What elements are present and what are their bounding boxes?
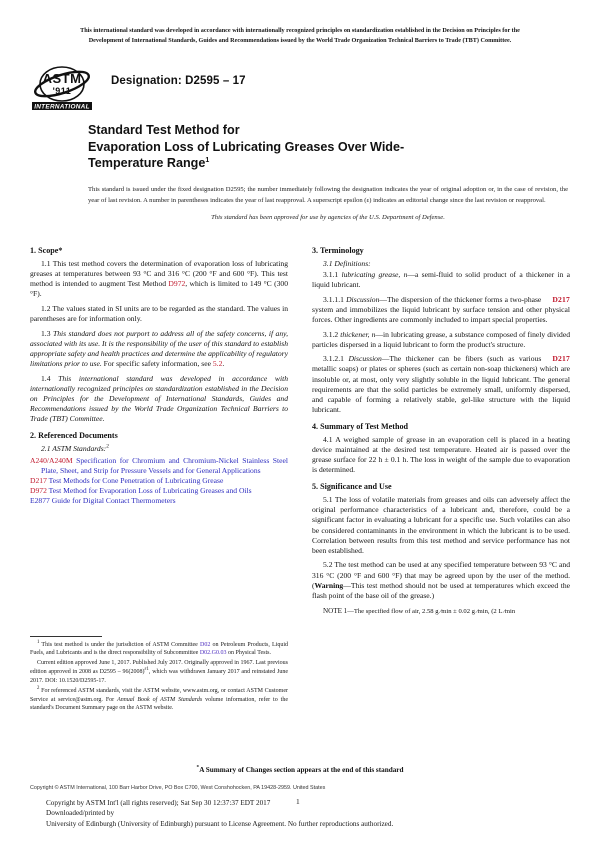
front-matter	[88, 185, 568, 224]
list-item[interactable]	[30, 476, 288, 486]
svg-text:ASTM: ASTM	[42, 71, 82, 86]
para-1-3-number: 1.3	[41, 328, 51, 338]
para-3-1-1-1-text: —The dispersion of the thickener forms a two-phase system and immobilizes the liquid lubricant by surface tension and other physical forces. Other ingredients are commonly included to impart special properties.	[312, 294, 570, 324]
para-5-1	[312, 495, 570, 556]
term-discussion-a: Discussion	[346, 294, 380, 304]
std-id-d972[interactable]: D972	[30, 485, 47, 495]
para-5-2-text-b: —This test method should not be used at temperatures which exceed the flash point of the base oil of the grease.)	[312, 580, 570, 600]
para-5-2-text-a: The test method can be used at any specified temperature between 93 °C and 316 °C (200 °F and 600 °F) that may be agreed upon by the user of the method. (	[312, 560, 570, 590]
para-1-3-text-a: This standard does not purport to address all of the safety concerns, if any, associated with its use. It is the responsibility of the user of this standard to establish appropriate safety and health practices and determine the applicability of regulatory limitations prior to use.	[30, 328, 289, 368]
copyright-line: Copyright © ASTM International, 100 Barr Harbor Drive, PO Box C700, West Conshohocken, PA 19428-2959. United States	[30, 785, 326, 791]
svg-text:'911: '911	[52, 86, 72, 96]
footnote-2-book-title: Annual Book of ASTM Standards	[117, 696, 203, 703]
footnote-1-epsilon: ε1	[144, 667, 149, 673]
para-3-1-2-1-text: —The thickener can be fibers (such as various metallic soaps) or plates or spheres (such as certain non-soap thickeners) which are insoluble or, at most, only very slightly soluble in the liquid lubricant. The general requirements are that the solid particles be extremely small, uniformly dispersed, and capable of forming a relatively stable, gel-like structure with the liquid lubricant.	[312, 354, 570, 414]
astm-standards-number: 2.1	[41, 443, 51, 453]
definitions-number: 3.1	[323, 258, 333, 268]
para-5-2	[312, 560, 570, 601]
download-info	[46, 798, 566, 829]
para-4-1-number: 4.1	[323, 434, 333, 444]
list-item[interactable]	[30, 456, 288, 476]
download-line-3: University of Edinburgh (University of Edinburgh) pursuant to License Agreement. No further reproductions authorized.	[46, 819, 394, 828]
page-title	[88, 122, 558, 172]
para-4-1	[312, 435, 570, 476]
std-id-a240[interactable]: A240/A240M	[30, 455, 73, 465]
para-5-1-number: 5.1	[323, 495, 333, 505]
para-1-2	[30, 304, 288, 324]
para-1-1-text-b: , which is limited to 149 °C (300 °F).	[30, 279, 288, 299]
term-discussion-b: Discussion	[348, 354, 382, 364]
heading-summary-of-test-method: 4. Summary of Test Method	[312, 422, 409, 432]
para-1-1-text-a: This test method covers the determination of evaporation loss of lubricating greases at temperatures between 93 °C and 316 °C (200 °F and 600 °F). This test method is intended to augment Test Method	[30, 258, 288, 289]
para-3-1-2-text: —in lubricating grease, a substance composed of finely divided particles dispersed in a liquid lubricant to form the product's structure.	[312, 329, 570, 349]
title-line-3: Temperature Range	[88, 156, 206, 171]
astm-logo-icon	[31, 63, 93, 111]
title-line-1: Standard Test Method for	[88, 123, 240, 137]
source-tag-d217-b: D217	[552, 354, 570, 364]
astm-standards-title: ASTM Standards:	[52, 443, 107, 453]
footnote-rule	[30, 636, 102, 637]
warning-label: Warning	[314, 580, 344, 590]
note-1-text: —The specified flow of air, 2.58 g ⁄min ± 0.02 g ⁄min, (2 L ⁄min	[347, 607, 516, 615]
heading-significance-and-use: 5. Significance and Use	[312, 482, 392, 492]
para-4-1-text: A weighed sample of grease in an evaporation cell is placed in a heating device maintained at the desired test temperature. Heated air is passed over the grease surface for 22 h ± 0.1 h. The loss in weight of the sample due to evaporation is determined.	[312, 434, 571, 475]
tbt-banner	[30, 26, 570, 45]
download-line-1: Copyright by ASTM Int'l (all rights reserved); Sat Sep 30 12:37:37 EDT 2017	[46, 799, 271, 807]
ref-link-d02[interactable]: D02	[199, 641, 211, 648]
std-text-a240: Specification for Chromium and Chromium-Nickel Stainless Steel Plate, Sheet, and Strip for Pressure Vessels and for General Applications	[41, 455, 288, 475]
heading-scope: 1. Scope*	[30, 246, 63, 255]
term-lubricating-grease: lubricating grease, n	[341, 269, 408, 279]
std-id-e2877[interactable]: E2877	[30, 496, 50, 506]
std-text-e2877: Guide for Digital Contact Thermometers	[49, 496, 176, 506]
masthead	[31, 63, 571, 113]
note-1-label: NOTE 1	[323, 606, 348, 615]
std-id-d217[interactable]: D217	[30, 475, 47, 485]
heading-referenced-documents: 2. Referenced Documents	[30, 431, 118, 441]
summary-marker: *	[196, 764, 200, 771]
list-item[interactable]	[30, 486, 288, 496]
referenced-standards-list	[30, 456, 288, 507]
ref-link-d972[interactable]: D972	[168, 279, 186, 289]
para-3-1-1-1-number: 3.1.1.1	[323, 294, 344, 304]
para-1-3	[30, 329, 288, 370]
para-1-1-number: 1.1	[41, 258, 51, 268]
summary-of-changes-note	[30, 766, 570, 774]
definitions-label	[312, 259, 570, 269]
heading-terminology: 3. Terminology	[312, 246, 364, 255]
svg-text:INTERNATIONAL: INTERNATIONAL	[34, 103, 90, 111]
term-thickener: thickener, n	[340, 329, 376, 339]
para-3-1-1-1	[312, 295, 570, 325]
title-footnote-marker: 1	[205, 157, 210, 165]
para-1-4	[30, 374, 288, 425]
footnote-1-edition-text-b: , which was withdrawn January 2017 and reinstated June 2017. DOI: 10.1520/D2595-17.	[30, 669, 288, 684]
source-tag-d217-a: D217	[552, 294, 570, 304]
column-right	[312, 246, 570, 616]
page-number: 1	[296, 797, 300, 806]
para-5-1-text: The loss of volatile materials from greases and oils can adversely affect the original performance characteristics of a lubricant and, therefore, could be a significant factor in evaluating a lubricant for a specific use. Such volatiles can also be considered contaminants in the environment in which the lubricant is to be used. Correlation between results from this test method and service performance has not been established.	[312, 495, 570, 555]
tbt-banner-line1: This international standard was developed in accordance with internationally recognized principles on standardization established in the Decision on Principles for the	[80, 27, 520, 34]
para-3-1-1	[312, 270, 570, 290]
para-1-4-text: This international standard was developed in accordance with internationally recognized principles on standardization established in the Decision on Principles for the Development of International Standards, Guides and Recommendations issued by the World Trade Organization Technical Barriers to Trade (TBT) Committee.	[30, 373, 288, 424]
footnote-1-text-b: on Petroleum Products, Liquid Fuels, and Lubricants and is the direct responsibility of Subcommittee	[30, 641, 288, 657]
column-left	[30, 246, 288, 506]
note-1	[312, 606, 570, 616]
para-5-2-number: 5.2	[323, 560, 333, 570]
ref-link-5-2[interactable]: 5.2	[212, 358, 223, 368]
title-line-2: Evaporation Loss of Lubricating Greases Over Wide-	[88, 139, 405, 154]
ref-link-d02-g0-03[interactable]: D02.G0.03	[199, 650, 227, 657]
footnote-2	[30, 687, 288, 713]
std-text-d217: Test Methods for Cone Penetration of Lubricating Grease	[46, 475, 224, 485]
para-3-1-2-number: 3.1.2	[323, 329, 339, 339]
definitions-title: Definitions:	[334, 258, 371, 268]
footnote-1-text-c: on Physical Tests.	[226, 650, 271, 657]
designation: Designation: D2595 – 17	[111, 75, 246, 87]
list-item[interactable]	[30, 496, 288, 506]
para-1-2-text: The values stated in SI units are to be regarded as the standard. The values in parentheses are for information only.	[30, 303, 288, 323]
para-1-2-number: 1.2	[41, 303, 51, 313]
para-1-3-text-b: For specific safety information, see	[101, 358, 213, 368]
footnote-2-text-b: volume information, refer to the standard's Document Summary page on the ASTM website.	[30, 696, 288, 712]
footnotes	[30, 636, 288, 713]
para-3-1-2	[312, 330, 570, 350]
tbt-banner-line2: Development of International Standards, Guides and Recommendations issued by the World Trade Organization Technical Barriers to Trade (TBT) Committee.	[88, 36, 512, 44]
front-matter-paragraph: This standard is issued under the fixed designation D2595; the number immediately following the designation indicates the year of original adoption or, in the case of revision, the year of last revision. A number in parentheses indicates the year of last reapproval. A superscript epsilon (ε) indicates an editorial change since the last revision or reapproval.	[88, 186, 568, 204]
dod-approval-note: This standard has been approved for use by agencies of the U.S. Department of Defense.	[211, 214, 445, 222]
download-line-2: Downloaded/printed by	[46, 809, 115, 818]
para-3-1-1-number: 3.1.1	[323, 269, 339, 279]
para-1-1	[30, 259, 288, 300]
para-3-1-2-1	[312, 354, 570, 415]
summary-text: A Summary of Changes section appears at the end of this standard	[199, 766, 404, 774]
std-text-d972: Test Method for Evaporation Loss of Lubricating Greases and Oils	[46, 485, 252, 495]
footnote-2-text-a: For referenced ASTM standards, visit the ASTM website, www.astm.org, or contact ASTM Customer Service at service@astm.org. For	[30, 687, 288, 703]
footnote-1	[30, 641, 288, 658]
footnote-1-edition	[30, 659, 288, 685]
footnote-1-text-a: This test method is under the jurisdiction of ASTM Committee	[41, 641, 200, 648]
para-1-4-number: 1.4	[41, 373, 51, 383]
footnote-2-marker: 2	[37, 685, 40, 691]
para-3-1-1-text: —a semi-fluid to solid product of a thickener in a liquid lubricant.	[312, 269, 570, 290]
para-3-1-2-1-number: 3.1.2.1	[323, 354, 344, 364]
para-1-3-text-c: .	[222, 358, 225, 368]
astm-standards-footnote-marker: 2	[106, 443, 109, 450]
astm-standards-label	[30, 444, 288, 454]
footnote-1-marker: 1	[37, 639, 40, 645]
footnote-1-edition-text-a: Current edition approved June 1, 2017. Published July 2017. Originally approved in 1967. Last previous edition approved in 2008 as D2595 – 96(2008)	[30, 660, 288, 676]
